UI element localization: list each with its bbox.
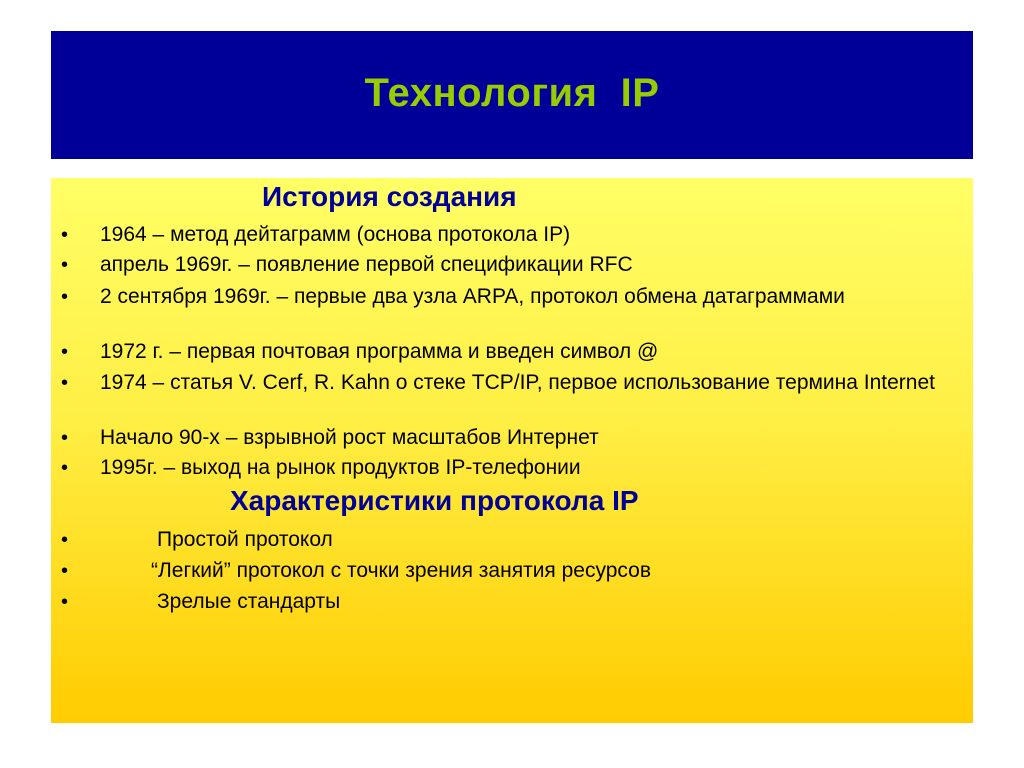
characteristics-heading: Характеристики протокола IP (230, 485, 639, 516)
list-item-text: Начало 90-х – взрывной рост масштабов Интернет (100, 426, 599, 449)
bullet-icon: • (61, 591, 69, 613)
bullet-icon: • (61, 254, 69, 276)
content-box (51, 178, 973, 723)
bullet-icon: • (61, 560, 69, 582)
list-item-text: 1995г. – выход на рынок продуктов IP-телефонии (100, 456, 581, 479)
history-heading: История создания (262, 181, 517, 212)
list-item-text: “Легкий” протокол с точки зрения занятия ресурсов (151, 559, 652, 582)
bullet-icon: • (61, 224, 69, 246)
list-item-text: апрель 1969г. – появление первой спецификации RFC (100, 253, 633, 276)
list-item-text: Зрелые стандарты (157, 590, 341, 613)
list-item-text: 1964 – метод дейтаграмм (основа протокола IP) (100, 223, 571, 246)
bullet-icon: • (61, 341, 69, 363)
title-banner (51, 31, 973, 159)
bullet-icon: • (61, 457, 69, 479)
list-item-text: 1974 – статья V. Cerf, R. Kahn о стеке TCP/IP, первое использование термина Internet (100, 371, 935, 394)
list-item-text: Простой протокол (157, 528, 333, 551)
list-item-text: 2 сентября 1969г. – первые два узла ARPA, протокол обмена датаграммами (100, 285, 845, 308)
slide-title: Технология IP (364, 70, 660, 115)
list-item-text: 1972 г. – первая почтовая программа и введен символ @ (100, 340, 659, 363)
bullet-icon: • (61, 529, 69, 551)
bullet-icon: • (61, 427, 69, 449)
bullet-icon: • (61, 286, 69, 308)
bullet-icon: • (61, 372, 69, 394)
